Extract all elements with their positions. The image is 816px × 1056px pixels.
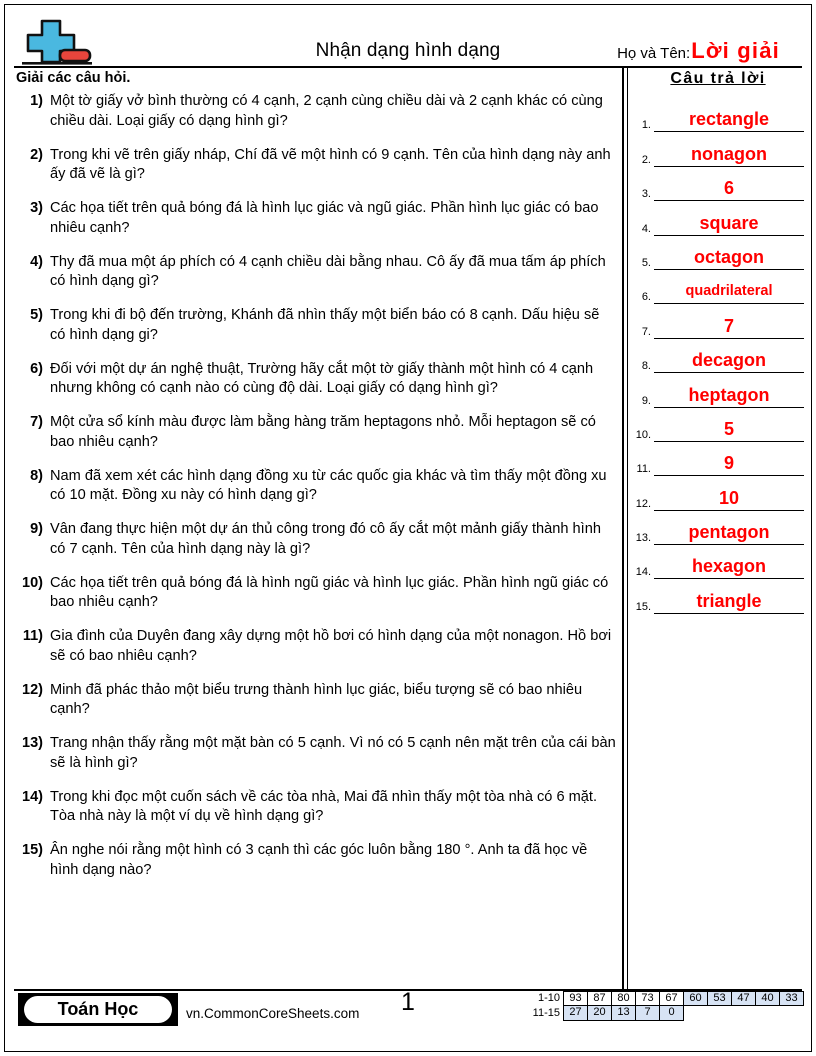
name-value: Lời giải (691, 38, 780, 63)
question-text: Trong khi đọc một cuốn sách về các tòa nhà, Mai đã nhìn thấy một tòa nhà có 6 mặt. Tòa nhà này là một ví dụ về hình dạng gì? (50, 788, 598, 824)
answer-value[interactable]: 9 (654, 453, 804, 476)
answer-number: 12. (635, 497, 651, 510)
question-text: Trang nhận thấy rằng một mặt bàn có 5 cạnh. Vì nó có 5 cạnh nên mặt trên của cái bàn sẽ là hình gì? (50, 735, 616, 771)
question-number: 5) (30, 307, 43, 323)
answer-row (632, 511, 804, 545)
score-row-label: 1-10 (537, 992, 560, 1004)
score-cell: 7 (635, 1005, 660, 1021)
site-url: vn.CommonCoreSheets.com (186, 1006, 360, 1021)
question-text: Minh đã phác thảo một biểu trưng thành hình lục giác, biểu tượng sẽ có bao nhiêu cạnh? (50, 681, 583, 717)
answer-number: 14. (635, 566, 651, 579)
answer-row (632, 304, 804, 338)
brand-label: Toán Học (24, 996, 172, 1023)
question-text: Gia đình của Duyên đang xây dựng một hồ bơi có hình dạng của một nonagon. Hồ bơi sẽ có bao nhiêu cạnh? (50, 628, 612, 664)
score-cell: 53 (707, 991, 732, 1006)
answer-value[interactable]: octagon (654, 247, 804, 270)
answer-number: 8. (641, 360, 651, 373)
question-row (16, 199, 616, 238)
answer-row (632, 270, 804, 304)
page-header (14, 14, 802, 66)
question-row (16, 360, 616, 399)
score-cell: 87 (587, 991, 612, 1006)
question-number: 2) (30, 146, 43, 163)
question-row (16, 681, 616, 720)
page-number: 1 (401, 988, 415, 1016)
answer-value[interactable]: 5 (654, 419, 804, 442)
question-text: Một cửa sổ kính màu được làm bằng hàng trăm heptagons nhỏ. Mỗi heptagon sẽ có bao nhiêu cạnh? (50, 414, 596, 450)
answer-row (632, 132, 804, 166)
score-row (520, 991, 804, 1006)
score-cell: 0 (659, 1005, 684, 1021)
question-row (16, 146, 616, 185)
question-text: Nam đã xem xét các hình dạng đồng xu từ các quốc gia khác và tìm thấy một đồng xu có 10 mặt. Đồng xu này có hình dạng gì? (50, 467, 607, 503)
score-row-label: 11-15 (532, 1007, 560, 1019)
answer-row (632, 373, 804, 407)
question-text: Trong khi đi bộ đến trường, Khánh đã nhìn thấy một biển báo có 8 cạnh. Dấu hiệu sẽ có hình dạng gi? (50, 307, 600, 343)
answer-number: 3. (641, 188, 651, 201)
question-number: 15) (22, 842, 43, 858)
question-text: Ân nghe nói rằng một hình có 3 cạnh thì các góc luôn bằng 180 °. Anh ta đã học về hình dạng nào? (50, 842, 588, 878)
score-cell: 80 (611, 991, 636, 1006)
question-number: 6) (30, 360, 43, 377)
answer-column-header: Câu trả lời (670, 70, 766, 87)
answer-number: 6. (641, 291, 651, 304)
answer-row (632, 442, 804, 476)
question-row (16, 841, 616, 880)
question-row (16, 574, 616, 613)
answer-value[interactable]: rectangle (654, 109, 804, 132)
answer-number: 9. (641, 394, 651, 407)
question-text: Thy đã mua một áp phích có 4 cạnh chiều dài bằng nhau. Cô ấy đã mua tấm áp phích có hình dạng gì? (50, 253, 606, 289)
answer-number: 10. (635, 428, 651, 441)
answer-row (632, 476, 804, 510)
answer-row (632, 579, 804, 613)
answer-column (632, 70, 804, 614)
question-number: 12) (22, 681, 43, 698)
question-row (16, 253, 616, 292)
answer-value[interactable]: hexagon (654, 556, 804, 579)
score-row (520, 1006, 804, 1021)
question-row (16, 92, 616, 131)
name-field-group (617, 40, 780, 62)
answer-number: 15. (635, 600, 651, 613)
answer-value[interactable]: quadrilateral (654, 281, 804, 304)
question-number: 1) (30, 93, 43, 109)
answer-value[interactable]: nonagon (654, 144, 804, 167)
answer-row (632, 339, 804, 373)
question-number: 9) (30, 521, 43, 537)
question-text: Đối với một dự án nghệ thuật, Trường hãy cắt một tờ giấy thành một hình có 4 cạnh nhưng không có cạnh nào có cùng độ dài. Loại giấy có dạng hình gì? (50, 360, 594, 396)
question-row (16, 627, 616, 666)
question-number: 4) (30, 253, 43, 270)
page-title: Nhận dạng hình dạng (315, 40, 501, 61)
question-row (16, 734, 616, 773)
answer-number: 5. (641, 256, 651, 269)
answer-row (632, 236, 804, 270)
answer-row (632, 98, 804, 132)
question-row (16, 413, 616, 452)
score-cell: 27 (563, 1005, 588, 1021)
instruction-text: Giải các câu hỏi. (16, 70, 131, 86)
header-divider (14, 66, 802, 68)
answer-value[interactable]: square (654, 213, 804, 236)
answer-number: 4. (641, 222, 651, 235)
question-text: Các họa tiết trên quả bóng đá là hình ngũ giác và hình lục giác. Phần hình ngũ giác có bao nhiêu cạnh? (50, 574, 609, 610)
score-cell: 67 (659, 991, 684, 1006)
question-number: 13) (22, 735, 43, 751)
answer-value[interactable]: heptagon (654, 385, 804, 408)
question-number: 10) (22, 574, 43, 591)
question-number: 11) (22, 628, 43, 644)
answer-value[interactable]: 7 (654, 316, 804, 339)
question-text: Trong khi vẽ trên giấy nháp, Chí đã vẽ một hình có 9 cạnh. Tên của hình dạng này anh ấy đã vẽ là gì? (50, 146, 611, 182)
question-row (16, 520, 616, 559)
score-table (520, 991, 804, 1021)
question-row (16, 788, 616, 827)
answer-value[interactable]: pentagon (654, 522, 804, 545)
question-number: 8) (30, 467, 43, 484)
answer-value[interactable]: 6 (654, 178, 804, 201)
question-number: 14) (22, 788, 43, 805)
answer-number: 13. (635, 532, 651, 545)
score-cell: 33 (779, 991, 804, 1006)
question-row (16, 306, 616, 345)
question-list (16, 92, 616, 895)
question-number: 3) (30, 200, 43, 216)
answer-number: 7. (641, 325, 651, 338)
column-divider (622, 68, 628, 990)
name-label: Họ và Tên: (617, 45, 691, 62)
score-cell: 13 (611, 1005, 636, 1021)
answer-value[interactable]: decagon (654, 350, 804, 373)
score-cell: 47 (731, 991, 756, 1006)
answer-value[interactable]: triangle (654, 591, 804, 614)
answer-row (632, 545, 804, 579)
question-text: Vân đang thực hiện một dự án thủ công trong đó cô ấy cắt một mảnh giấy thành hình có 7 cạnh. Tên của hình dạng này là gì? (50, 521, 601, 557)
answer-row (632, 167, 804, 201)
question-text: Một tờ giấy vở bình thường có 4 cạnh, 2 cạnh cùng chiều dài và 2 cạnh khác có cùng chiều dài. Loại giấy có dạng hình gì? (50, 93, 603, 129)
answer-number: 2. (641, 153, 651, 166)
question-number: 7) (30, 414, 43, 430)
score-cell: 20 (587, 1005, 612, 1021)
answer-list (632, 98, 804, 614)
question-row (16, 467, 616, 506)
score-cell: 73 (635, 991, 660, 1006)
score-cell: 60 (683, 991, 708, 1006)
question-text: Các họa tiết trên quả bóng đá là hình lục giác và ngũ giác. Phần hình lục giác có bao nhiêu cạnh? (50, 200, 599, 236)
score-cell: 40 (755, 991, 780, 1006)
answer-number: 11. (636, 463, 651, 476)
answer-row (632, 201, 804, 235)
answer-value[interactable]: 10 (654, 488, 804, 511)
answer-row (632, 408, 804, 442)
score-cell: 93 (563, 991, 588, 1006)
answer-number: 1. (641, 119, 651, 132)
